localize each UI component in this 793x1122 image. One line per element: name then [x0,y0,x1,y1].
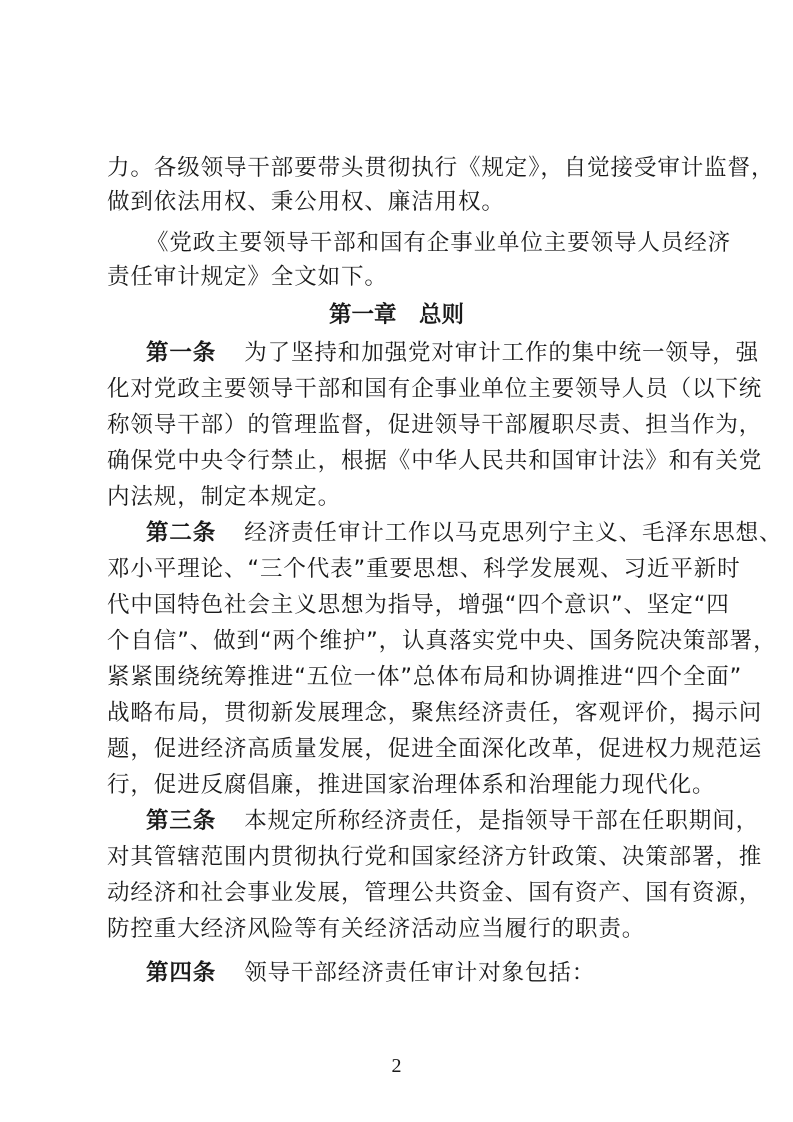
chapter-heading: 第一章 总则 [328,302,464,328]
text-span: 为了坚持和加强党对审计工作的集中统一领导，强 [244,340,760,366]
text-line: 行，促进反腐倡廉，推进国家治理体系和治理能力现代化。 [107,772,716,798]
text-line: 确保党中央令行禁止，根据《中华人民共和国审计法》和有关党 [107,448,763,474]
text-line: 题，促进经济高质量发展，促进全面深化改革，促进权力规范运 [107,736,763,762]
article-1-first-line [146,338,760,368]
text-line: 《党政主要领导干部和国有企事业单位主要领导人员经济 [146,230,732,256]
text-line: 紧紧围绕统筹推进“五位一体”总体布局和协调推进“四个全面” [107,664,743,690]
article-2-first-line [146,518,783,548]
article-2-label: 第二条 [146,520,217,546]
text-line: 力。各级领导干部要带头贯彻执行《规定》，自觉接受审计监督， [107,155,775,181]
text-line: 代中国特色社会主义思想为指导，增强“四个意识”、坚定“四 [107,592,730,618]
text-line: 动经济和社会事业发展，管理公共资金、国有资产、国有资源， [107,880,763,906]
text-line: 内法规，制定本规定。 [107,484,342,510]
text-line: 对其管辖范围内贯彻执行党和国家经济方针政策、决策部署，推 [107,844,763,870]
article-3-label: 第三条 [146,808,217,834]
text-line: 称领导干部）的管理监督，促进领导干部履职尽责、担当作为， [107,412,763,438]
text-span: 本规定所称经济责任，是指领导干部在任职期间， [244,808,760,834]
article-4-label: 第四条 [146,960,217,986]
text-line: 责任审计规定》全文如下。 [107,264,388,290]
article-1-label: 第一条 [146,340,217,366]
article-3-first-line [146,806,760,836]
text-line: 防控重大经济风险等有关经济活动应当履行的职责。 [107,916,646,942]
text-line: 做到依法用权、秉公用权、廉洁用权。 [107,189,505,215]
text-span: 经济责任审计工作以马克思列宁主义、毛泽东思想、 [244,520,783,546]
text-line: 个自信”、做到“两个维护”，认真落实党中央、国务院决策部署， [107,628,777,654]
text-span: 领导干部经济责任审计对象包括： [244,960,596,986]
page-number: 2 [391,1055,402,1077]
text-line: 战略布局，贯彻新发展理念，聚焦经济责任，客观评价，揭示问 [107,700,763,726]
article-4-line [146,958,697,988]
text-line: 邓小平理论、“三个代表”重要思想、科学发展观、习近平新时 [107,556,741,582]
text-line: 化对党政主要领导干部和国有企事业单位主要领导人员（以下统 [107,376,763,402]
